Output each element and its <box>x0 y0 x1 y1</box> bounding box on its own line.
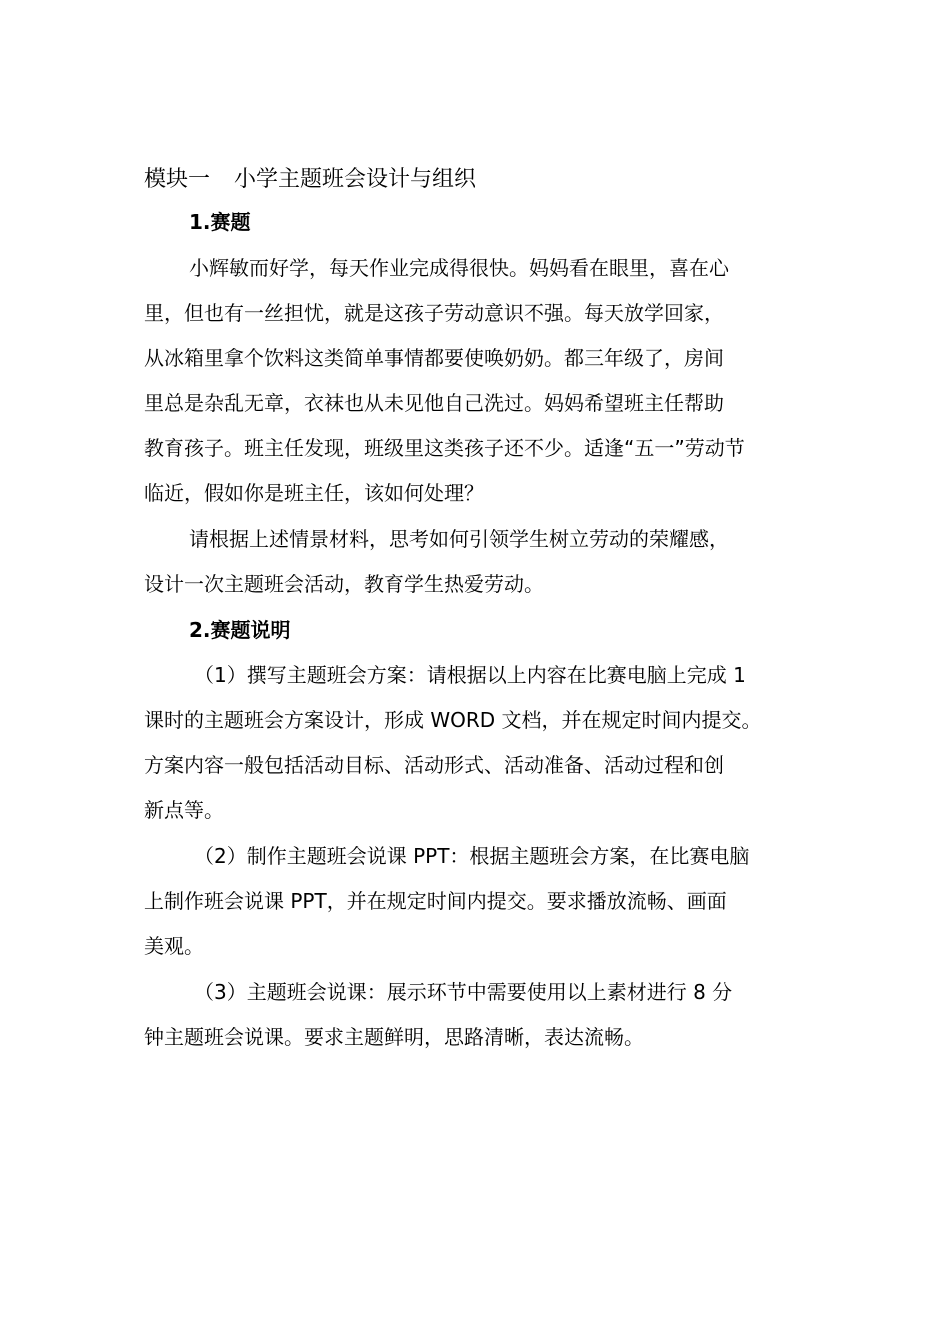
paragraph-line: 美观。 <box>144 934 204 958</box>
paragraph-line: 小辉敏而好学，每天作业完成得很快。妈妈看在眼里，喜在心 <box>189 256 729 280</box>
paragraph-line: 钟主题班会说课。要求主题鲜明，思路清晰，表达流畅。 <box>144 1025 644 1049</box>
paragraph-line: 里总是杂乱无章，衣袜也从未见他自己洗过。妈妈希望班主任帮助 <box>144 391 724 415</box>
section-heading-instructions: 2.赛题说明 <box>189 618 291 642</box>
paragraph-line: 课时的主题班会方案设计，形成 WORD 文档，并在规定时间内提交。 <box>144 708 762 732</box>
paragraph-line: 教育孩子。班主任发现，班级里这类孩子还不少。适逢“五一”劳动节 <box>144 436 745 460</box>
page-title <box>144 163 476 197</box>
module-topic: 小学主题班会设计与组织 <box>234 167 477 192</box>
paragraph-line: 从冰箱里拿个饮料这类简单事情都要使唤奶奶。都三年级了，房间 <box>144 346 724 370</box>
paragraph-line: 请根据上述情景材料，思考如何引领学生树立劳动的荣耀感， <box>189 527 729 551</box>
instruction-item-1-first-line <box>194 660 746 690</box>
module-label: 模块一 <box>144 167 211 192</box>
paragraph-line: 上制作班会说课 PPT，并在规定时间内提交。要求播放流畅、画面 <box>144 889 727 913</box>
section-heading-question: 1.赛题 <box>189 210 251 234</box>
paragraph-line: 设计一次主题班会活动，教育学生热爱劳动。 <box>144 572 544 596</box>
paragraph-line: 临近，假如你是班主任，该如何处理？ <box>144 481 484 505</box>
paragraph-line: 新点等。 <box>144 798 224 822</box>
instruction-item-2-first-line: （2）制作主题班会说课 PPT：根据主题班会方案，在比赛电脑 <box>194 844 750 868</box>
paragraph-line: 方案内容一般包括活动目标、活动形式、活动准备、活动过程和创 <box>144 753 724 777</box>
instruction-item-1-lead: （1）撰写主题班会方案： <box>194 663 427 687</box>
instruction-item-3-first-line: （3）主题班会说课：展示环节中需要使用以上素材进行 8 分 <box>194 980 733 1004</box>
paragraph-line: 里，但也有一丝担忧，就是这孩子劳动意识不强。每天放学回家， <box>144 301 724 325</box>
instruction-item-1-rest: 请根据以上内容在比赛电脑上完成 1 <box>426 663 746 687</box>
